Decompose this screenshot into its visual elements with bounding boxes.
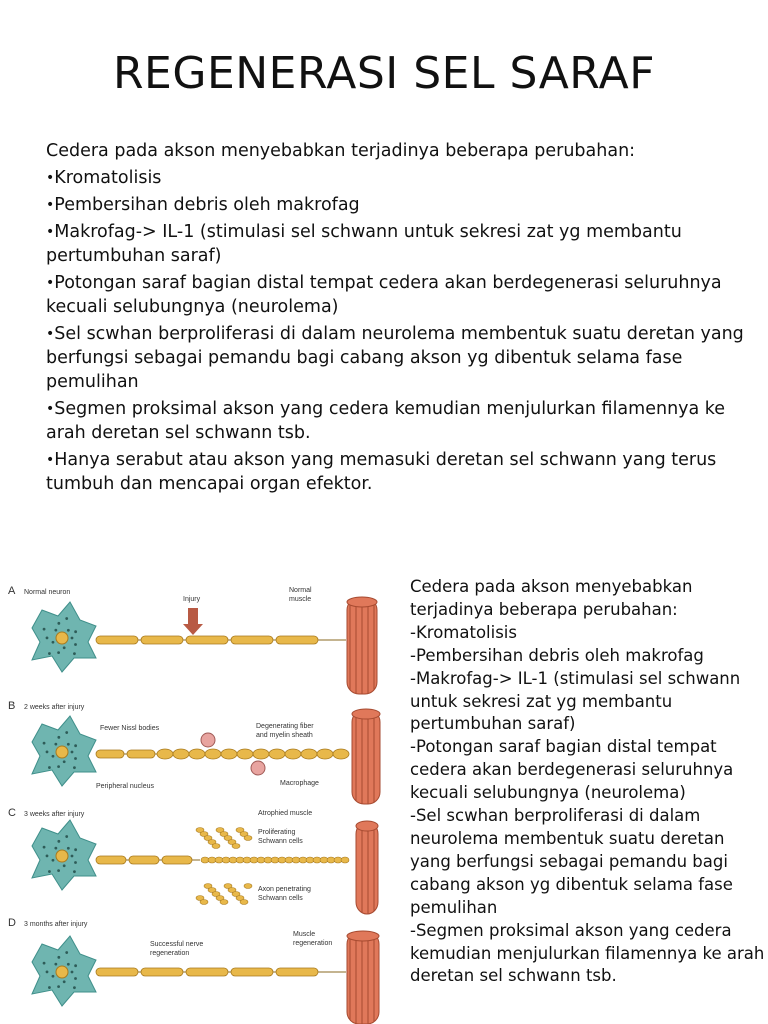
nissl-body [54,743,57,746]
label-axon-penetrating-2: Schwann cells [258,895,303,902]
myelin-segment [276,636,318,644]
nissl-body [74,861,77,864]
bullet-icon: • [46,170,55,186]
nissl-body [43,742,46,745]
panel-letter-d: D [8,917,16,929]
myelin-segment [141,636,183,644]
nerve-regeneration-figure [0,572,405,1024]
nissl-body [65,731,68,734]
nissl-body [57,869,60,872]
bullet-icon: • [46,326,55,342]
myelin-segment [96,968,138,976]
nissl-body [63,980,66,983]
muscle-top [352,709,380,719]
list-item: -Potongan saraf bagian distal tempat cedera akan berdegenerasi seluruhnya kecuali selubungnya (neurolema) [410,737,734,803]
panel-caption-d: 3 months after injury [24,921,88,928]
nissl-body [74,630,77,633]
degenerating-myelin [317,749,333,759]
panel-letter-c: C [8,807,16,819]
nissl-body [71,971,74,974]
muscle-fiber [347,932,379,1024]
panel-letter-a: A [8,585,16,597]
side-list [410,622,766,989]
muscle-fiber [347,598,377,694]
label-atrophied-muscle: Atrophied muscle [258,810,313,817]
bullet-icon: • [46,452,55,468]
nissl-body [74,848,77,851]
degenerating-myelin [221,749,237,759]
myelin-segment [141,968,183,976]
bullet-icon: • [46,275,55,291]
label-successful-1: Successful nerve [150,941,204,948]
label-degenerating-2: and myelin sheath [256,732,313,739]
nissl-body [74,643,77,646]
nissl-body [57,985,60,988]
label-proliferating-2: Schwann cells [258,838,303,845]
list-item-text: Sel scwhan berproliferasi di dalam neurolema membentuk suatu deretan yang berfungsi sebagai pemandu bagi cabang akson yg dibentuk selama fase pemulihan [46,324,744,392]
list-item-text: Hanya serabut atau akson yang memasuki deretan sel schwann yang terus tumbuh dan mencapai organ efektor. [46,450,717,494]
nissl-body [57,840,60,843]
degenerating-myelin [237,749,253,759]
neuron-nucleus [56,966,68,978]
label-normal-muscle-1: Normal [289,587,312,594]
nissl-body [46,970,49,973]
nissl-body [65,617,68,620]
label-muscle-regen-1: Muscle [293,931,316,938]
nissl-body [54,963,57,966]
nissl-body [73,870,76,873]
nissl-body [46,750,49,753]
list-item-text: Potongan saraf bagian distal tempat cedera akan berdegenerasi seluruhnya kecuali selubungnya (neurolema) [46,273,722,317]
macrophage-cell [201,733,215,747]
nissl-body [43,628,46,631]
nissl-body [46,636,49,639]
degenerating-myelin [157,749,173,759]
muscle-fiber [352,710,380,804]
myelin-segment [186,636,228,644]
list-item: -Segmen proksimal akson yang cedera kemudian menjulurkan filamennya ke arah deretan sel schwann tsb. [410,920,765,986]
list-item [46,220,746,268]
list-item [46,193,746,217]
label-proliferating-1: Proliferating [258,829,296,836]
nissl-body [71,637,74,640]
list-item: -Sel scwhan berproliferasi di dalam neurolema membentuk suatu deretan yang berfungsi sebagai pemandu bagi cabang akson yg dibentuk selama fase pemulihan [410,806,733,917]
nissl-body [63,760,66,763]
bullet-icon: • [46,401,55,417]
degenerating-myelin [301,749,317,759]
myelin-segment [231,968,273,976]
label-macrophage: Macrophage [280,780,319,787]
label-muscle-regen-2: regeneration [293,940,333,947]
degenerating-myelin [205,749,221,759]
degenerating-myelin [253,749,269,759]
proliferating-schwann-cell [240,900,248,905]
nissl-body [73,986,76,989]
neuron-nucleus [56,632,68,644]
myelin-segment [186,968,228,976]
nissl-body [67,847,70,850]
list-item [46,322,746,394]
panel-caption-b: 2 weeks after injury [24,704,85,711]
nissl-body [65,835,68,838]
myelin-segment [129,856,159,864]
label-degenerating-1: Degenerating fiber [256,723,314,730]
macrophage-cell [251,761,265,775]
nissl-body [63,646,66,649]
nissl-body [43,846,46,849]
proliferating-schwann-cell [244,836,252,841]
list-item-text: Pembersihan debris oleh makrofag [54,195,360,215]
degenerating-myelin [189,749,205,759]
proliferating-schwann-cell [212,844,220,849]
myelin-segment [276,968,318,976]
nissl-body [74,757,77,760]
injury-arrow-icon [183,608,203,635]
muscle-top [356,821,378,831]
nissl-body [57,736,60,739]
bullet-icon: • [46,224,55,240]
nissl-body [74,964,77,967]
nissl-body [48,986,51,989]
degenerating-myelin [285,749,301,759]
nissl-body [67,963,70,966]
label-peripheral-nucleus: Peripheral nucleus [96,783,154,790]
nissl-body [54,629,57,632]
nissl-body [52,755,55,758]
label-injury: Injury [183,596,201,603]
myelin-segment [96,636,138,644]
intro-text: Cedera pada akson menyebabkan terjadinya beberapa perubahan: [46,141,636,161]
page-title: REGENERASI SEL SARAF [112,48,656,99]
schwann-cell-column [341,857,349,863]
nissl-body [57,622,60,625]
nissl-body [46,854,49,857]
proliferating-schwann-cell [232,844,240,849]
nissl-body [48,766,51,769]
list-item [46,397,746,445]
nissl-body [67,743,70,746]
bullet-icon: • [46,197,55,213]
degenerating-myelin [173,749,189,759]
neuron-nucleus [56,746,68,758]
nissl-body [74,744,77,747]
side-text-block [410,576,766,988]
muscle-top [347,597,377,607]
label-axon-penetrating-1: Axon penetrating [258,886,311,893]
nissl-body [57,765,60,768]
nissl-body [65,951,68,954]
panel-caption-c: 3 weeks after injury [24,811,85,818]
list-item-text: Segmen proksimal akson yang cedera kemudian menjulurkan filamennya ke arah deretan sel schwann tsb. [46,399,726,443]
list-item [46,448,746,496]
nissl-body [52,859,55,862]
nissl-body [71,855,74,858]
main-text-block [46,139,746,499]
myelin-segment [96,750,124,758]
myelin-segment [96,856,126,864]
myelin-segment [231,636,273,644]
degenerating-myelin [269,749,285,759]
nissl-body [57,956,60,959]
panel-letter-b: B [8,700,16,712]
nissl-body [48,652,51,655]
figure-svg [0,572,405,1024]
list-item: -Kromatolisis [410,622,517,642]
proliferating-schwann-cell [220,900,228,905]
nissl-body [63,864,66,867]
proliferating-schwann-cell [244,884,252,889]
nissl-body [54,847,57,850]
myelin-segment [127,750,155,758]
list-item-text: Kromatolisis [54,168,162,188]
bullet-list [46,166,746,496]
list-item: -Pembersihan debris oleh makrofag [410,645,704,665]
neuron-nucleus [56,850,68,862]
list-item: -Makrofag-> IL-1 (stimulasi sel schwann untuk sekresi zat yg membantu pertumbuhan saraf) [410,668,741,734]
degenerating-myelin [333,749,349,759]
nissl-body [74,977,77,980]
nissl-body [52,975,55,978]
nissl-body [48,870,51,873]
nissl-body [43,962,46,965]
muscle-top [347,931,379,941]
nissl-body [52,641,55,644]
nissl-body [71,751,74,754]
label-successful-2: regeneration [150,950,190,957]
nissl-body [73,766,76,769]
muscle-fiber [356,822,378,914]
nissl-body [57,651,60,654]
label-fewer-nissl: Fewer Nissl bodies [100,725,160,732]
proliferating-schwann-cell [200,900,208,905]
nissl-body [67,629,70,632]
list-item [46,166,746,190]
list-item [46,271,746,319]
label-normal-muscle-2: muscle [289,596,312,603]
panel-caption-a: Normal neuron [24,589,71,596]
side-intro-text: Cedera pada akson menyebabkan terjadinya beberapa perubahan: [410,577,693,619]
myelin-segment [162,856,192,864]
nissl-body [73,652,76,655]
list-item-text: Makrofag-> IL-1 (stimulasi sel schwann untuk sekresi zat yg membantu pertumbuhan saraf) [46,222,682,266]
